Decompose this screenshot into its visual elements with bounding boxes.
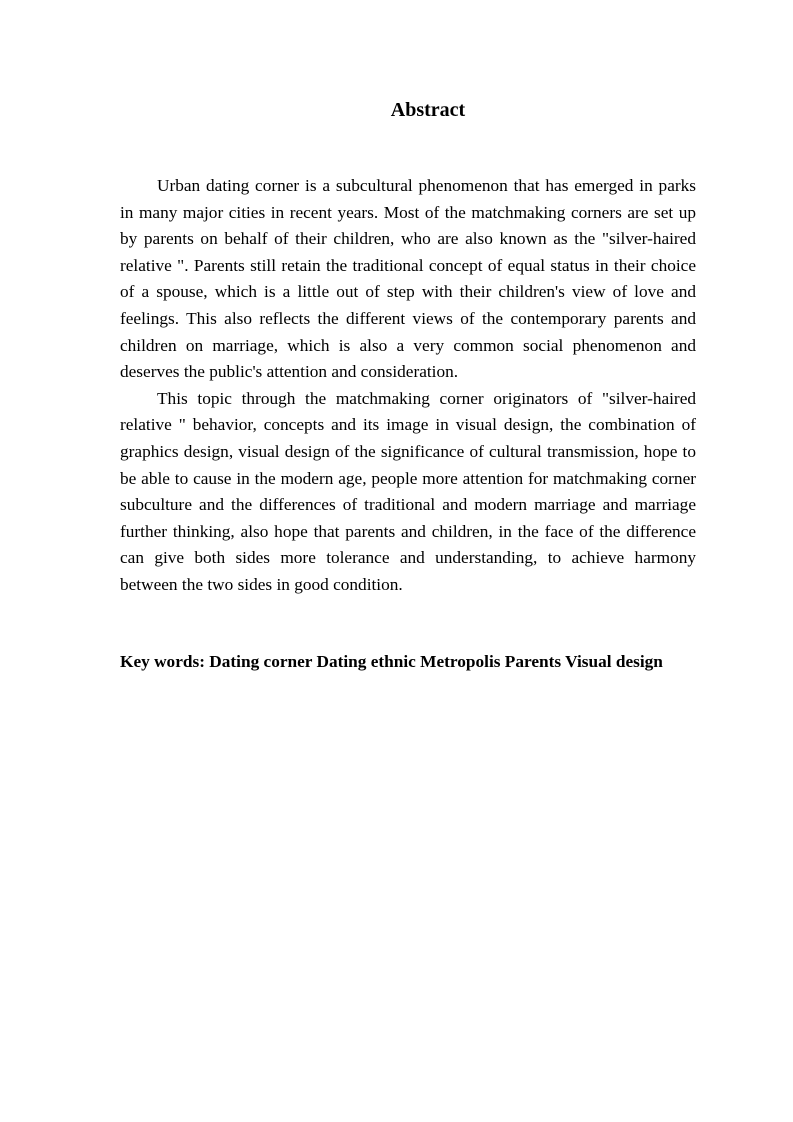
abstract-body	[120, 173, 696, 599]
abstract-paragraph-1: Urban dating corner is a subcultural phenomenon that has emerged in parks in many major cities in recent years. Most of the matchmaking corners are set up by parents on behalf of their children, who are also known as the "silver-haired relative ". Parents still retain the traditional concept of equal status in their choice of a spouse, which is a little out of step with their children's view of love and feelings. This also reflects the different views of the contemporary parents and children on marriage, which is also a very common social phenomenon and deserves the public's attention and consideration.	[120, 176, 696, 382]
keywords-line: Key words: Dating corner Dating ethnic Metropolis Parents Visual design	[120, 652, 663, 671]
page-title: Abstract	[390, 99, 466, 121]
abstract-paragraph-2: This topic through the matchmaking corner originators of "silver-haired relative " behavior, concepts and its image in visual design, the combination of graphics design, visual design of the significance of cultural transmission, hope to be able to cause in the modern age, people more attention for matchmaking corner subculture and the differences of traditional and modern marriage and marriage further thinking, also hope that parents and children, in the face of the difference can give both sides more tolerance and understanding, to achieve harmony between the two sides in good condition.	[120, 388, 696, 594]
